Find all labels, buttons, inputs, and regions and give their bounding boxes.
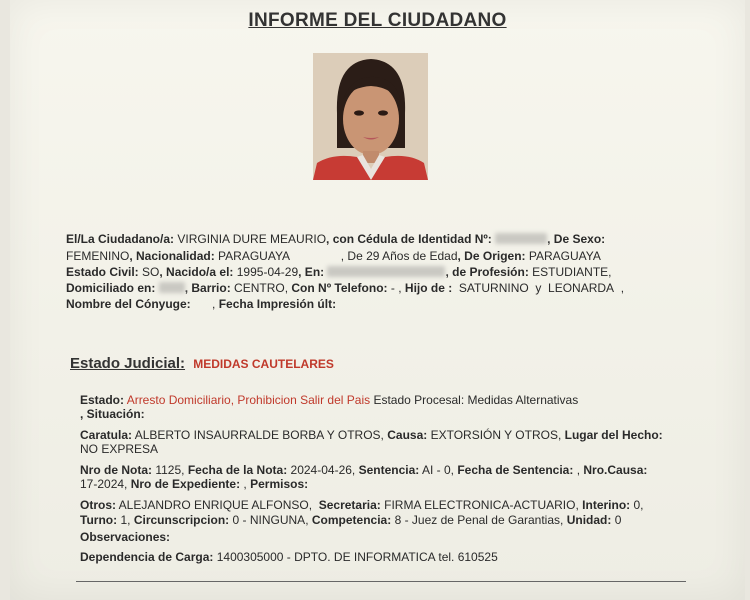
causa-value: EXTORSIÓN Y OTROS,: [430, 428, 562, 442]
expediente-label: Nro de Expediente:: [130, 477, 241, 491]
fecha-nota-value: 2024-04-26,: [290, 463, 356, 477]
citizen-line-4: [66, 281, 624, 295]
fecha-sentencia-label: Fecha de Sentencia:: [457, 463, 574, 477]
caratula-value: ALBERTO INSAURRALDE BORBA Y OTROS,: [134, 428, 384, 442]
and-word: y: [535, 281, 542, 295]
dependencia-line: [80, 550, 498, 564]
lugar-line: [80, 442, 158, 456]
competencia-value: 8 - Juez de Penal de Garantias,: [394, 513, 564, 527]
turno-value: 1,: [120, 513, 131, 527]
fecha-nota-label: Fecha de la Nota:: [187, 463, 288, 477]
citizen-label: El/La Ciudadano/a:: [66, 232, 175, 246]
barrio-value: CENTRO,: [234, 281, 289, 295]
cedula-label: , con Cédula de Identidad Nº:: [326, 232, 492, 246]
bottom-divider: [76, 581, 686, 582]
citizen-line-1: [66, 232, 605, 246]
sex-label: , De Sexo:: [547, 232, 606, 246]
permisos-label: Permisos:: [250, 477, 309, 491]
sex-value: FEMENINO: [66, 249, 130, 263]
birthplace-label: , En:: [298, 265, 325, 279]
parents-label: Hijo de :: [404, 281, 453, 295]
observaciones-line: [80, 530, 170, 544]
judicial-section-header: [70, 355, 334, 372]
birth-label: , Nacido/a el:: [159, 265, 234, 279]
otros-label: Otros:: [80, 498, 116, 512]
turno-label: Turno:: [80, 513, 118, 527]
nro-causa-value: 17-2024,: [80, 477, 128, 491]
estado-value: Arresto Domiciliario, Prohibicion Salir del Pais: [126, 393, 371, 407]
civil-status-label: Estado Civil:: [66, 265, 139, 279]
spouse-label: Nombre del Cónyuge:: [66, 297, 191, 311]
observaciones-label: Observaciones:: [80, 530, 171, 544]
secretaria-value: FIRMA ELECTRONICA-ACTUARIO,: [384, 498, 579, 512]
father-name: SATURNINO: [458, 281, 529, 295]
citizen-name: VIRGINIA DURE MEAURIO: [177, 232, 327, 246]
dependencia-label: Dependencia de Carga:: [80, 550, 214, 564]
nationality-value: PARAGUAYA: [218, 249, 290, 263]
nota-line: [80, 463, 647, 477]
profession-label: , de Profesión:: [445, 265, 529, 279]
judicial-header-label: Estado Judicial:: [70, 355, 186, 372]
lugar-label: Lugar del Hecho:: [564, 428, 663, 442]
dependencia-value: 1400305000 - DPTO. DE INFORMATICA tel. 610525: [216, 550, 498, 564]
judicial-status: MEDIDAS CAUTELARES: [193, 357, 334, 371]
spouse-comma: ,: [212, 297, 216, 311]
citizen-line-2: [66, 249, 601, 263]
circunscripcion-value: 0 - NINGUNA,: [232, 513, 309, 527]
birth-date: 1995-04-29: [236, 265, 299, 279]
nationality-label: , Nacionalidad:: [129, 249, 215, 263]
expediente-value: ,: [243, 477, 247, 491]
address-label: Domiciliado en:: [66, 281, 156, 295]
person-photo: [313, 53, 428, 180]
situacion-label: , Situación:: [80, 407, 145, 421]
phone-value: - ,: [390, 281, 402, 295]
nota-label: Nro de Nota:: [80, 463, 152, 477]
nota-value: 1125,: [155, 463, 185, 477]
unidad-value: 0: [614, 513, 622, 527]
person-portrait-icon: [313, 53, 428, 180]
turno-line: [80, 513, 621, 527]
sentencia-label: Sentencia:: [358, 463, 420, 477]
cedula-redacted: [495, 233, 547, 244]
citizen-line-3: [66, 265, 612, 279]
causa-label: Causa:: [387, 428, 428, 442]
caratula-line: [80, 428, 663, 442]
interino-label: Interino:: [582, 498, 631, 512]
otros-line: [80, 498, 644, 512]
print-date-label: Fecha Impresión últ:: [218, 297, 337, 311]
origin-label: , De Origen:: [457, 249, 526, 263]
competencia-label: Competencia:: [311, 513, 392, 527]
age-value: , De 29 Años de Edad: [340, 249, 458, 263]
sentencia-value: AI - 0,: [421, 463, 454, 477]
origin-value: PARAGUAYA: [528, 249, 601, 263]
expediente-line: [80, 477, 308, 491]
barrio-label: , Barrio:: [184, 281, 231, 295]
civil-status-value: SO: [142, 265, 160, 279]
lugar-value: NO EXPRESA: [80, 442, 159, 456]
birthplace-redacted: [327, 266, 445, 277]
situacion-line: [80, 407, 145, 421]
circunscripcion-label: Circunscripcion:: [133, 513, 230, 527]
estado-line: [80, 393, 578, 407]
unidad-label: Unidad:: [566, 513, 612, 527]
mother-name: LEONARDA: [548, 281, 615, 295]
estado-label: Estado:: [80, 393, 125, 407]
citizen-line-5: [66, 297, 336, 311]
profession-value: ESTUDIANTE,: [532, 265, 612, 279]
secretaria-label: Secretaria:: [318, 498, 381, 512]
phone-label: Con Nº Telefono:: [291, 281, 388, 295]
address-redacted: [159, 282, 185, 293]
report-sheet: [10, 0, 745, 600]
nro-causa-label: Nro.Causa:: [583, 463, 648, 477]
interino-value: 0,: [633, 498, 644, 512]
otros-value: ALEJANDRO ENRIQUE ALFONSO,: [118, 498, 313, 512]
caratula-label: Caratula:: [80, 428, 133, 442]
fecha-sentencia-value: ,: [576, 463, 581, 477]
estado-procesal: Estado Procesal: Medidas Alternativas: [373, 393, 579, 407]
report-title: INFORME DEL CIUDADANO: [248, 10, 507, 31]
parents-comma: ,: [620, 281, 625, 295]
